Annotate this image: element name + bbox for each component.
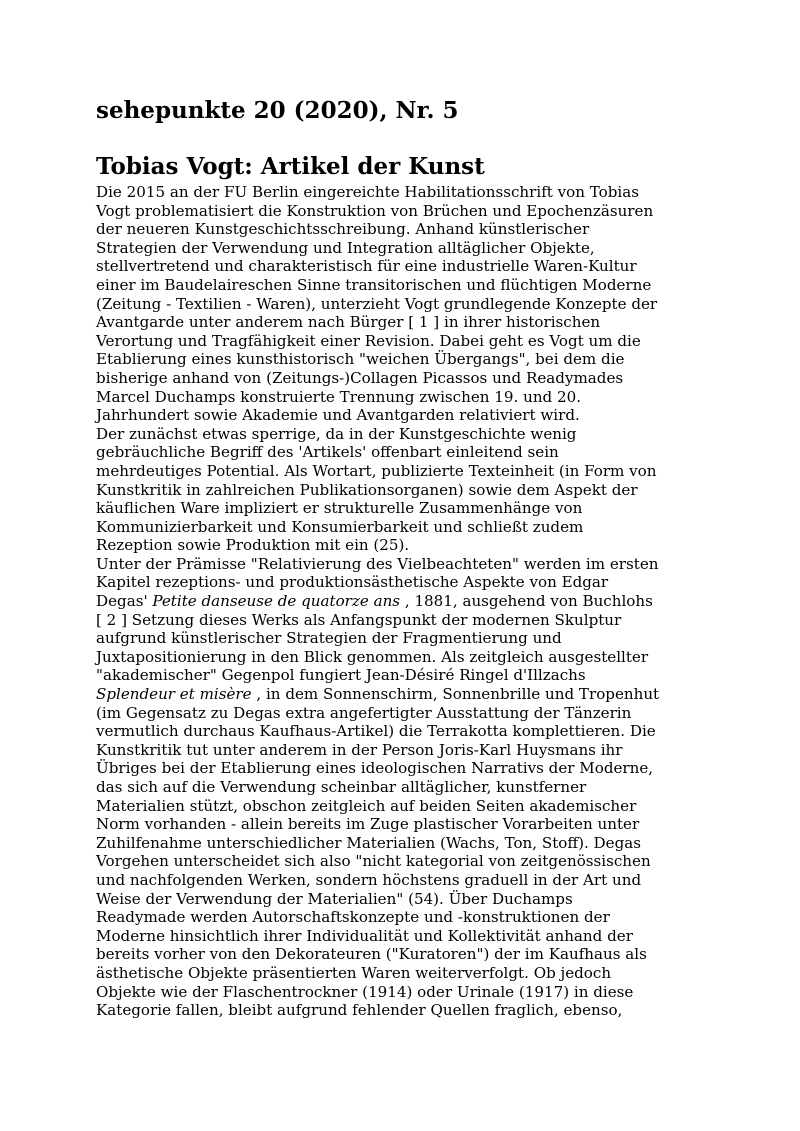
text-fragment: , in dem Sonnenschirm, Sonnenbrille und Tropenhut bbox=[251, 685, 660, 704]
text-line: stellvertretend und charakteristisch für eine industrielle Waren-Kultur bbox=[96, 257, 637, 276]
text-line: Der zunächst etwas sperrige, da in der Kunstgeschichte wenig bbox=[96, 424, 577, 443]
text-line: Rezeption sowie Produktion mit ein (25). bbox=[96, 536, 410, 555]
text-line: bereits vorher von den Dekorateuren ("Kuratoren") der im Kaufhaus als bbox=[96, 945, 647, 964]
text-line: Zuhilfenahme unterschiedlicher Materialien (Wachs, Ton, Stoff). Degas bbox=[96, 833, 642, 852]
text-line: Moderne hinsichtlich ihrer Individualität und Kollektivität anhand der bbox=[96, 926, 633, 945]
text-line: "akademischer" Gegenpol fungiert Jean-Désiré Ringel d'Illzachs bbox=[96, 666, 586, 685]
text-line: aufgrund künstlerischer Strategien der Fragmentierung und bbox=[96, 629, 562, 648]
text-line: (im Gegensatz zu Degas extra angefertigter Ausstattung der Tänzerin bbox=[96, 703, 632, 722]
text-fragment: , 1881, ausgehend von Buchlohs bbox=[400, 592, 653, 611]
article-body bbox=[96, 183, 736, 1020]
text-line: Etablierung eines kunsthistorisch "weichen Übergangs", bei dem die bbox=[96, 350, 625, 369]
text-line: und nachfolgenden Werken, sondern höchstens graduell in der Art und bbox=[96, 870, 642, 889]
text-line: das sich auf die Verwendung scheinbar alltäglicher, kunstferner bbox=[96, 778, 587, 796]
text-line: Die 2015 an der FU Berlin eingereichte Habilitationsschrift von Tobias bbox=[96, 183, 639, 201]
artwork-title: Petite danseuse de quatorze ans bbox=[152, 592, 401, 611]
text-line: Kapitel rezeptions- und produktionsästhetische Aspekte von Edgar bbox=[96, 573, 609, 592]
text-line: einer im Baudelaireschen Sinne transitorischen und flüchtigen Moderne bbox=[96, 275, 652, 294]
text-line: Kunstkritik tut unter anderem in der Person Joris-Karl Huysmans ihr bbox=[96, 740, 623, 759]
text-line: gebräuchliche Begriff des 'Artikels' offenbart einleitend sein bbox=[96, 443, 559, 462]
text-line: käuflichen Ware impliziert er strukturelle Zusammenhänge von bbox=[96, 499, 583, 518]
text-line: Norm vorhanden - allein bereits im Zuge plastischer Vorarbeiten unter bbox=[96, 815, 640, 834]
text-line-with-work-title bbox=[96, 685, 736, 704]
text-line: Kategorie fallen, bleibt aufgrund fehlender Quellen fraglich, ebenso, bbox=[96, 1001, 623, 1020]
text-fragment: Degas' bbox=[96, 592, 153, 611]
text-line: Kommunizierbarkeit und Konsumierbarkeit und schließt zudem bbox=[96, 517, 584, 536]
text-line: Jahrhundert sowie Akademie und Avantgarden relativiert wird. bbox=[96, 406, 580, 425]
text-line-with-work-title bbox=[96, 592, 736, 611]
text-line: Unter der Prämisse "Relativierung des Vielbeachteten" werden im ersten bbox=[96, 554, 659, 573]
text-line: ästhetische Objekte präsentierten Waren weiterverfolgt. Ob jedoch bbox=[96, 963, 612, 982]
journal-issue-heading: sehepunkte 20 (2020), Nr. 5 bbox=[96, 97, 459, 124]
text-line: Verortung und Tragfähigkeit einer Revision. Dabei geht es Vogt um die bbox=[96, 331, 641, 350]
text-line: Strategien der Verwendung und Integration alltäglicher Objekte, bbox=[96, 238, 595, 257]
review-title: Tobias Vogt: Artikel der Kunst bbox=[96, 153, 485, 180]
text-line: bisherige anhand von (Zeitungs-)Collagen Picassos und Readymades bbox=[96, 368, 624, 387]
text-line: Marcel Duchamps konstruierte Trennung zwischen 19. und 20. bbox=[96, 387, 582, 406]
text-line: [ 2 ] Setzung dieses Werks als Anfangspunkt der modernen Skulptur bbox=[96, 610, 622, 629]
text-line: Weise der Verwendung der Materialien" (54). Über Duchamps bbox=[96, 889, 573, 908]
artwork-title: Splendeur et misère bbox=[96, 685, 252, 704]
text-line: Objekte wie der Flaschentrockner (1914) oder Urinale (1917) in diese bbox=[96, 982, 634, 1001]
text-line: der neueren Kunstgeschichtsschreibung. Anhand künstlerischer bbox=[96, 220, 590, 239]
text-line: Readymade werden Autorschaftskonzepte und -konstruktionen der bbox=[96, 908, 610, 927]
text-line: Avantgarde unter anderem nach Bürger [ 1 ] in ihrer historischen bbox=[96, 313, 601, 332]
text-line: (Zeitung - Textilien - Waren), unterzieht Vogt grundlegende Konzepte der bbox=[96, 294, 658, 313]
text-line: Kunstkritik in zahlreichen Publikationsorganen) sowie dem Aspekt der bbox=[96, 480, 638, 499]
text-line: Materialien stützt, obschon zeitgleich auf beiden Seiten akademischer bbox=[96, 796, 637, 815]
text-line: Juxtapositionierung in den Blick genommen. Als zeitgleich ausgestellter bbox=[96, 647, 649, 666]
text-line: Übriges bei der Etablierung eines ideologischen Narrativs der Moderne, bbox=[96, 759, 654, 778]
text-line: Vogt problematisiert die Konstruktion von Brüchen und Epochenzäsuren bbox=[96, 201, 654, 220]
text-line: vermutlich durchaus Kaufhaus-Artikel) die Terrakotta komplettieren. Die bbox=[96, 722, 656, 741]
text-line: Vorgehen unterscheidet sich also "nicht kategorial von zeitgenössischen bbox=[96, 852, 651, 871]
text-line: mehrdeutiges Potential. Als Wortart, publizierte Texteinheit (in Form von bbox=[96, 461, 657, 480]
